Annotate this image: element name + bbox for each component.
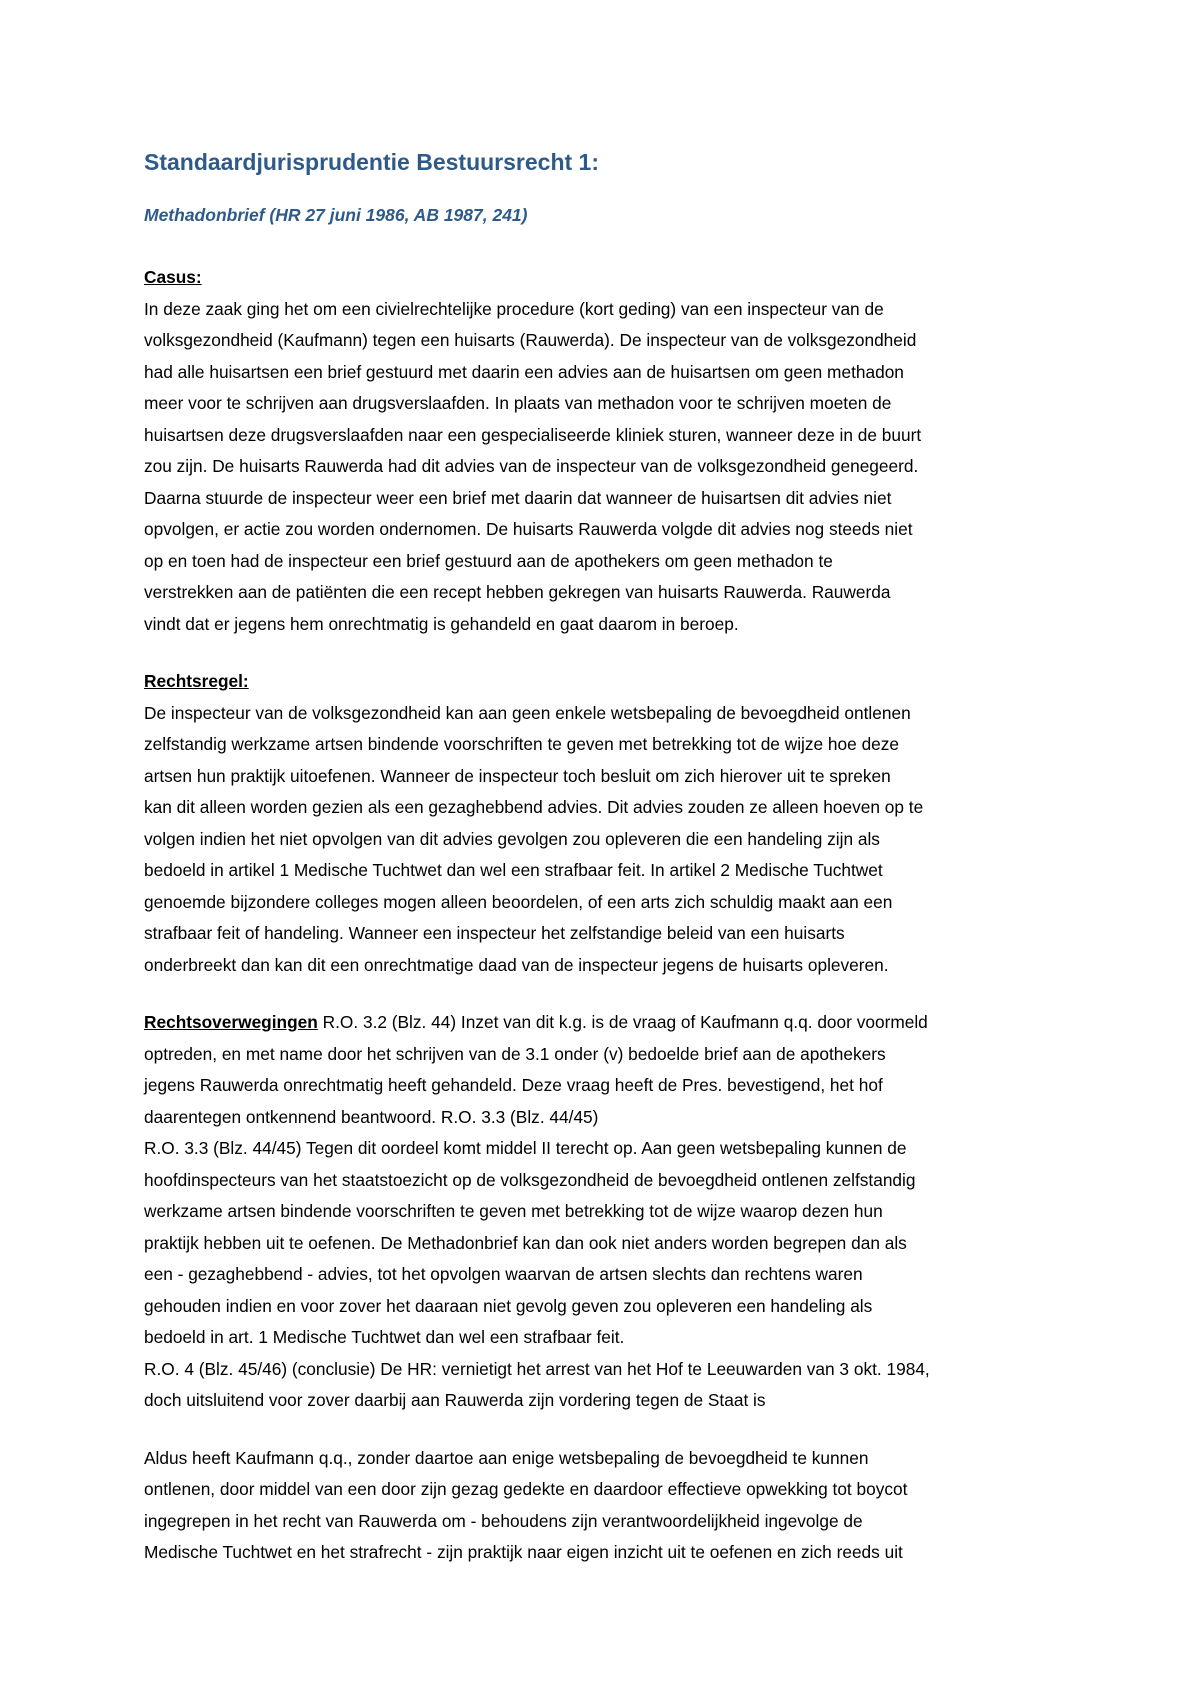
paragraph-line: een - gezaghebbend - advies, tot het opvolgen waarvan de artsen slechts dan rechtens waren xyxy=(144,1264,863,1284)
slot-section xyxy=(144,1443,1064,1569)
paragraph-line: volgen indien het niet opvolgen van dit advies gevolgen zou opleveren die een handeling zijn als xyxy=(144,828,880,849)
paragraph-line: vindt dat er jegens hem onrechtmatig is gehandeld en gaat daarom in beroep. xyxy=(144,613,739,634)
paragraph-line: zou zijn. De huisarts Rauwerda had dit advies van de inspecteur van de volksgezondheid genegeerd. xyxy=(144,456,919,476)
paragraph-line: verstrekken aan de patiënten die een recept hebben gekregen van huisarts Rauwerda. Rauwerda xyxy=(144,582,891,602)
casus-heading: Casus: xyxy=(144,267,202,287)
paragraph-line: genoemde bijzondere colleges mogen alleen beoordelen, of een arts zich schuldig maakt aan een xyxy=(144,891,893,912)
paragraph-text: R.O. 3.2 (Blz. 44) Inzet van dit k.g. is de vraag of Kaufmann q.q. door voormeld xyxy=(317,1012,928,1032)
paragraph-line: R.O. 3.3 (Blz. 44/45) Tegen dit oordeel komt middel II terecht op. Aan geen wetsbepaling kunnen de xyxy=(144,1138,907,1158)
rechtsoverwegingen-section xyxy=(144,1007,1064,1417)
paragraph-line: praktijk hebben uit te oefenen. De Methadonbrief kan dan ook niet anders worden begrepen dan als xyxy=(144,1232,907,1253)
paragraph-line: doch uitsluitend voor zover daarbij aan Rauwerda zijn vordering tegen de Staat is xyxy=(144,1390,766,1410)
rechtsregel-heading: Rechtsregel: xyxy=(144,671,249,691)
rechtsregel-section xyxy=(144,666,1064,981)
paragraph-line: gehouden indien en voor zover het daaraan niet gevolg geven zou opleveren een handeling als xyxy=(144,1295,873,1316)
paragraph-line: bedoeld in artikel 1 Medische Tuchtwet dan wel een strafbaar feit. In artikel 2 Medische Tuchtwet xyxy=(144,860,883,880)
paragraph-line: meer voor te schrijven aan drugsverslaafden. In plaats van methadon voor te schrijven moeten de xyxy=(144,393,892,413)
paragraph-line: op en toen had de inspecteur een brief gestuurd aan de apothekers om geen methadon te xyxy=(144,550,833,571)
paragraph-line: De inspecteur van de volksgezondheid kan aan geen enkele wetsbepaling de bevoegdheid ontlenen xyxy=(144,702,911,723)
paragraph-line: Daarna stuurde de inspecteur weer een brief met daarin dat wanneer de huisartsen dit advies niet xyxy=(144,487,892,508)
paragraph-line: opvolgen, er actie zou worden ondernomen. De huisarts Rauwerda volgde dit advies nog steeds niet xyxy=(144,519,913,539)
paragraph-line: In deze zaak ging het om een civielrechtelijke procedure (kort geding) van een inspecteur van de xyxy=(144,298,884,319)
paragraph-line: ontlenen, door middel van een door zijn gezag gedekte en daardoor effectieve opwekking tot boycot xyxy=(144,1479,908,1499)
rechtsoverwegingen-heading: Rechtsoverwegingen xyxy=(144,1012,318,1032)
paragraph-line: ingegrepen in het recht van Rauwerda om - behoudens zijn verantwoordelijkheid ingevolge de xyxy=(144,1510,863,1531)
paragraph-line: werkzame artsen bindende voorschriften te geven met betrekking tot de wijze waarop dezen hun xyxy=(144,1201,883,1221)
case-subtitle: Methadonbrief (HR 27 juni 1986, AB 1987, 241) xyxy=(144,205,528,225)
paragraph-line: bedoeld in art. 1 Medische Tuchtwet dan wel een strafbaar feit. xyxy=(144,1327,625,1347)
paragraph-line: daarentegen ontkennend beantwoord. R.O. 3.3 (Blz. 44/45) xyxy=(144,1106,599,1127)
paragraph-line: hoofdinspecteurs van het staatstoezicht op de volksgezondheid de bevoegdheid ontlenen zelfstandig xyxy=(144,1169,916,1190)
paragraph-line: optreden, en met name door het schrijven van de 3.1 onder (v) bedoelde brief aan de apothekers xyxy=(144,1043,886,1064)
paragraph-line: strafbaar feit of handeling. Wanneer een inspecteur het zelfstandige beleid van een huisarts xyxy=(144,923,845,943)
rechtsoverwegingen-first-line xyxy=(144,1007,1064,1039)
paragraph-line: had alle huisartsen een brief gestuurd met daarin een advies aan de huisartsen om geen methadon xyxy=(144,361,904,382)
paragraph-line: kan dit alleen worden gezien als een gezaghebbend advies. Dit advies zouden ze alleen hoeven op te xyxy=(144,797,924,817)
paragraph-line: Aldus heeft Kaufmann q.q., zonder daartoe aan enige wetsbepaling de bevoegdheid te kunnen xyxy=(144,1447,869,1468)
paragraph-line: onderbreekt dan kan dit een onrechtmatige daad van de inspecteur jegens de huisarts opleveren. xyxy=(144,954,889,975)
casus-section xyxy=(144,262,1064,640)
paragraph-line: jegens Rauwerda onrechtmatig heeft gehandeld. Deze vraag heeft de Pres. bevestigend, het hof xyxy=(144,1075,883,1095)
paragraph-line: volksgezondheid (Kaufmann) tegen een huisarts (Rauwerda). De inspecteur van de volksgezondheid xyxy=(144,330,917,350)
paragraph-line: huisartsen deze drugsverslaafden naar een gespecialiseerde kliniek sturen, wanneer deze in de buurt xyxy=(144,424,922,445)
page-title: Standaardjurisprudentie Bestuursrecht 1: xyxy=(144,149,599,175)
paragraph-line: R.O. 4 (Blz. 45/46) (conclusie) De HR: vernietigt het arrest van het Hof te Leeuwarden van 3 okt. 1984, xyxy=(144,1358,930,1379)
paragraph-line: zelfstandig werkzame artsen bindende voorschriften te geven met betrekking tot de wijze hoe deze xyxy=(144,734,900,754)
document-body xyxy=(144,146,1064,1569)
paragraph-line: Medische Tuchtwet en het strafrecht - zijn praktijk naar eigen inzicht uit te oefenen en zich reeds uit xyxy=(144,1542,903,1562)
paragraph-line: artsen hun praktijk uitoefenen. Wanneer de inspecteur toch besluit om zich hierover uit te spreken xyxy=(144,765,891,786)
